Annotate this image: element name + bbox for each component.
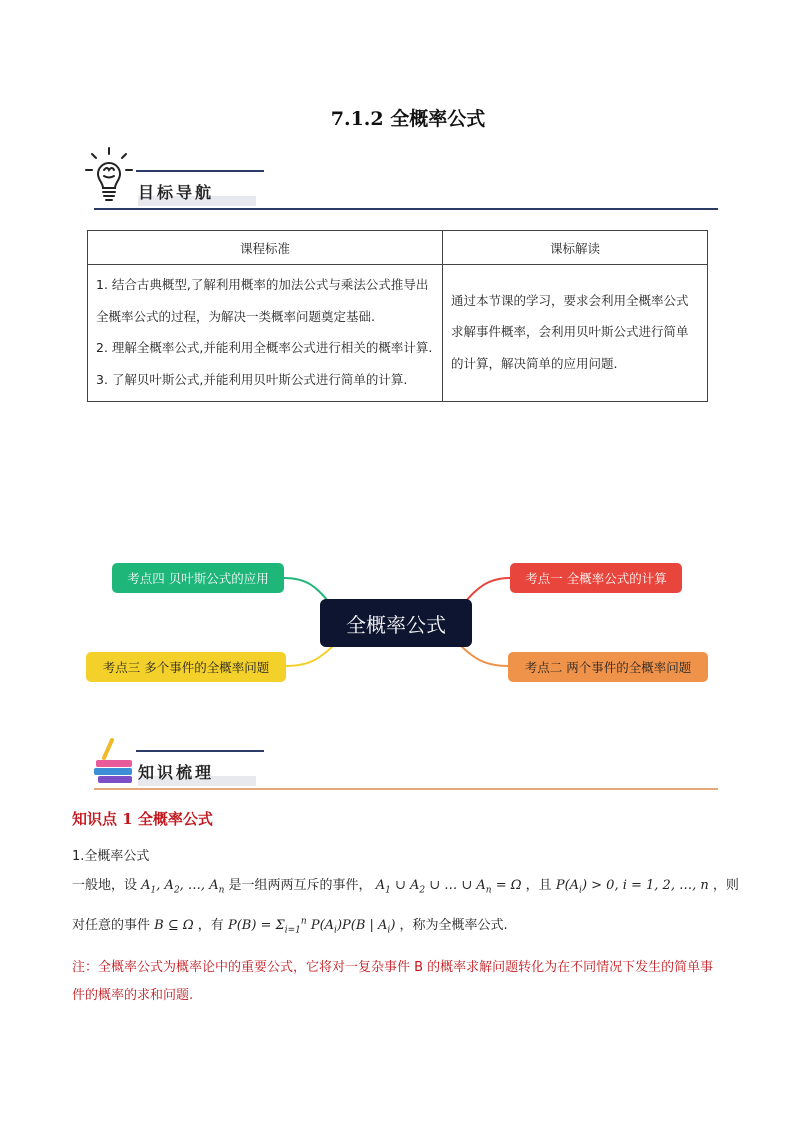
subheading: 1.全概率公式: [72, 849, 150, 864]
interpretation-text: 通过本节课的学习，要求会利用全概率公式求解事件概率，会利用贝叶斯公式进行简单的计算，解决简单的应用问题.: [451, 292, 689, 371]
mindmap-node-3: 考点三 多个事件的全概率问题: [86, 652, 286, 682]
standard-item: 2. 理解全概率公式,并能利用全概率公式进行相关的概率计算.: [96, 340, 433, 355]
page-title: 7.1.2 全概率公式: [330, 108, 486, 130]
note-text: 注：全概率公式为概率论中的重要公式，它将对一复杂事件 B 的概率求解问题转化为在不同情况下发生的简单事件的概率的求和问题.: [72, 960, 714, 1003]
section-header-knowledge: [84, 726, 718, 790]
standard-item: 3. 了解贝叶斯公式,并能利用贝叶斯公式进行简单的计算.: [96, 371, 408, 387]
table-header: 课标解读: [443, 231, 708, 265]
knowledge-point-title: 知识点 1 全概率公式: [72, 810, 213, 828]
section-label: 知识梳理: [138, 763, 215, 782]
definition-line-1: 一般地，设 $A_1$, $A_2$, …, $A_n$ 是一组两两互斥的事件， $A_1$ ∪ $A_2$ ∪ … ∪ $A_n = \Omega$ ，且 $P(A_i) > 0$, i = 1, 2, …, n ，则: [72, 878, 739, 896]
standard-item: 1. 结合古典概型,了解利用概率的加法公式与乘法公式推导出全概率公式的过程，为解决一类概率问题奠定基础.: [96, 277, 429, 324]
section-label: 目标导航: [138, 183, 215, 202]
mindmap-node-4: 考点四 贝叶斯公式的应用: [112, 563, 284, 593]
mindmap-center: 全概率公式: [320, 599, 472, 647]
table-header: 课程标准: [88, 231, 443, 265]
books-pencil-icon: [90, 738, 138, 788]
mindmap-node-1: 考点一 全概率公式的计算: [510, 563, 682, 593]
definition-line-2: 对任意的事件 B ⊆ Ω ，有 $P(B) = \Sigma_{i=1}^n$ $P(A_i)P(B$ | $A_i$) ，称为全概率公式.: [72, 916, 508, 936]
mindmap-node-2: 考点二 两个事件的全概率问题: [508, 652, 708, 682]
